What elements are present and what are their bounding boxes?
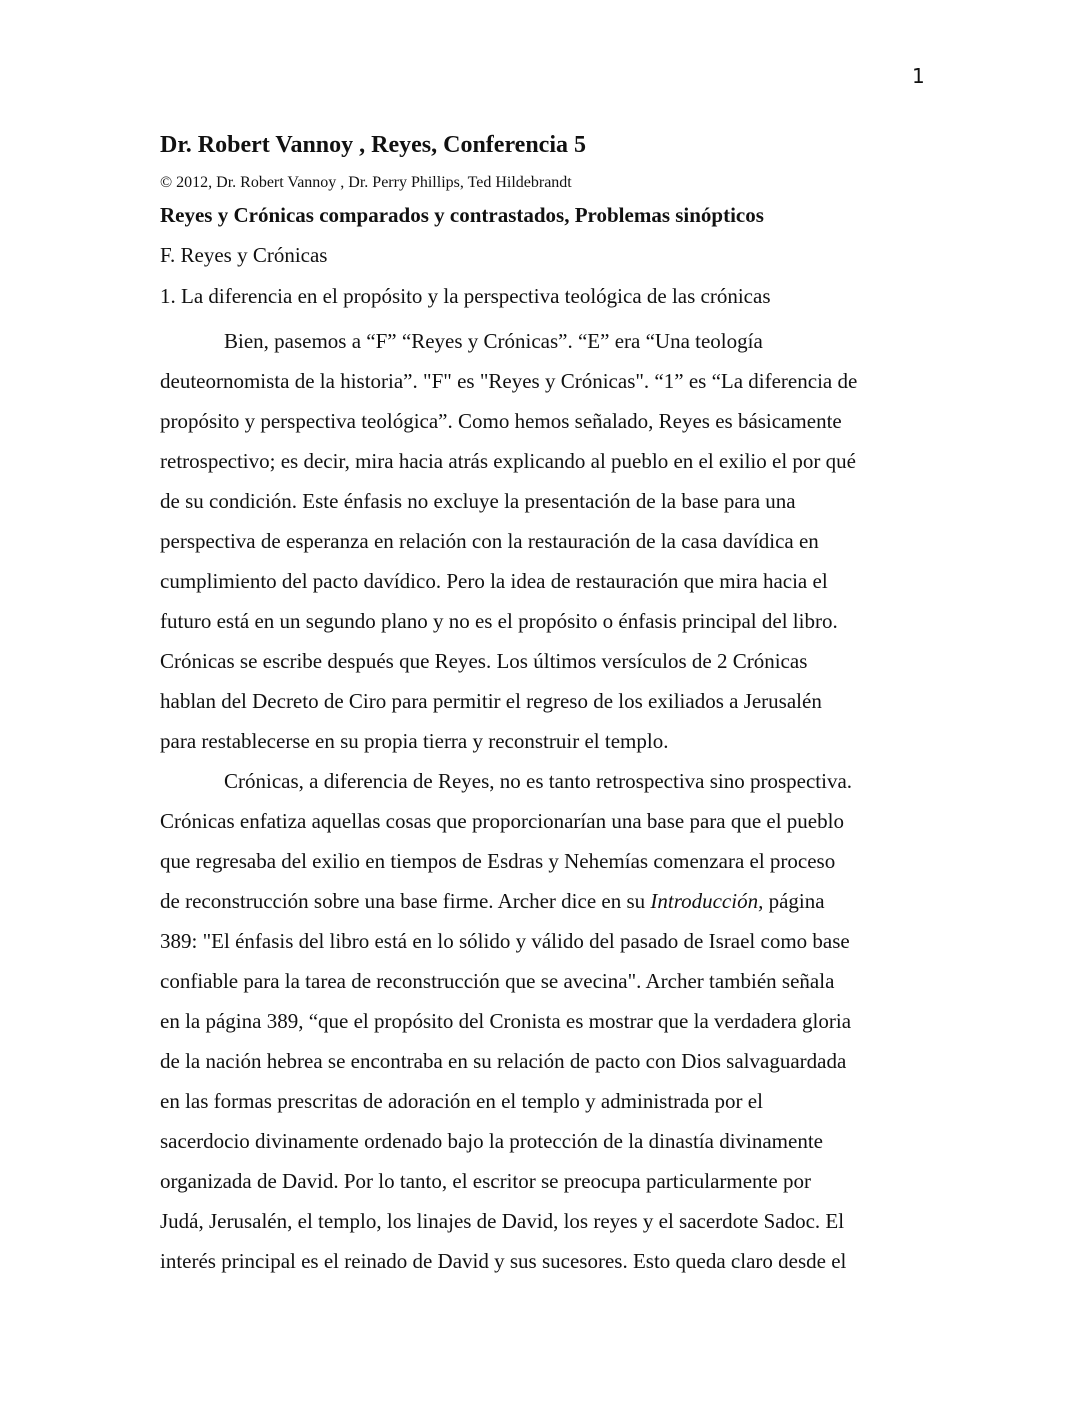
section-heading: F. Reyes y Crónicas: [160, 243, 328, 267]
page-number: 1: [912, 64, 925, 88]
paragraph-line: confiable para la tarea de reconstrucción que se avecina". Archer también señala: [160, 969, 835, 993]
paragraph-line: deuteornomista de la historia”. "F" es "Reyes y Crónicas". “1” es “La diferencia de: [160, 369, 858, 393]
paragraph-line: hablan del Decreto de Ciro para permitir el regreso de los exiliados a Jerusalén: [160, 689, 822, 713]
paragraph-line: para restablecerse en su propia tierra y reconstruir el templo.: [160, 729, 669, 753]
paragraph-line: futuro está en un segundo plano y no es el propósito o énfasis principal del libro.: [160, 609, 838, 633]
paragraph-line: retrospectivo; es decir, mira hacia atrás explicando al pueblo en el exilio el por qué: [160, 449, 856, 473]
document-title: Dr. Robert Vannoy , Reyes, Conferencia 5: [160, 132, 586, 158]
lecture-subtitle: Reyes y Crónicas comparados y contrastados, Problemas sinópticos: [160, 203, 764, 227]
paragraph-line: en la página 389, “que el propósito del Cronista es mostrar que la verdadera gloria: [160, 1009, 852, 1033]
book-title-italic: Introducción,: [650, 889, 764, 913]
paragraph-line: propósito y perspectiva teológica”. Como hemos señalado, Reyes es básicamente: [160, 409, 842, 433]
paragraph-1: [160, 321, 940, 761]
subsection-heading: 1. La diferencia en el propósito y la perspectiva teológica de las crónicas: [160, 284, 771, 308]
copyright-line: © 2012, Dr. Robert Vannoy , Dr. Perry Phillips, Ted Hildebrandt: [160, 174, 572, 191]
paragraph-line: en las formas prescritas de adoración en el templo y administrada por el: [160, 1089, 763, 1113]
paragraph-line: cumplimiento del pacto davídico. Pero la idea de restauración que mira hacia el: [160, 569, 828, 593]
paragraph-line: 389: "El énfasis del libro está en lo sólido y válido del pasado de Israel como base: [160, 929, 850, 953]
line-text: de reconstrucción sobre una base firme. Archer dice en su: [160, 889, 651, 913]
paragraph-2: [160, 761, 940, 1281]
paragraph-line: Judá, Jerusalén, el templo, los linajes de David, los reyes y el sacerdote Sadoc. El: [160, 1209, 845, 1233]
body-text: [160, 321, 940, 1281]
paragraph-line: Crónicas se escribe después que Reyes. Los últimos versículos de 2 Crónicas: [160, 649, 808, 673]
paragraph-line: que regresaba del exilio en tiempos de Esdras y Nehemías comenzara el proceso: [160, 849, 836, 873]
paragraph-line: de su condición. Este énfasis no excluye la presentación de la base para una: [160, 489, 796, 513]
paragraph-line: Bien, pasemos a “F” “Reyes y Crónicas”. “E” era “Una teología: [224, 329, 763, 353]
paragraph-line: perspectiva de esperanza en relación con la restauración de la casa davídica en: [160, 529, 819, 553]
line-text: página: [763, 889, 825, 913]
paragraph-line: de la nación hebrea se encontraba en su relación de pacto con Dios salvaguardada: [160, 1049, 847, 1073]
paragraph-line: Crónicas, a diferencia de Reyes, no es tanto retrospectiva sino prospectiva.: [224, 769, 853, 793]
paragraph-line: interés principal es el reinado de David y sus sucesores. Esto queda claro desde el: [160, 1249, 847, 1273]
paragraph-line: [160, 881, 940, 921]
paragraph-line: organizada de David. Por lo tanto, el escritor se preocupa particularmente por: [160, 1169, 811, 1193]
paragraph-line: sacerdocio divinamente ordenado bajo la protección de la dinastía divinamente: [160, 1129, 823, 1153]
paragraph-line: Crónicas enfatiza aquellas cosas que proporcionarían una base para que el pueblo: [160, 809, 844, 833]
